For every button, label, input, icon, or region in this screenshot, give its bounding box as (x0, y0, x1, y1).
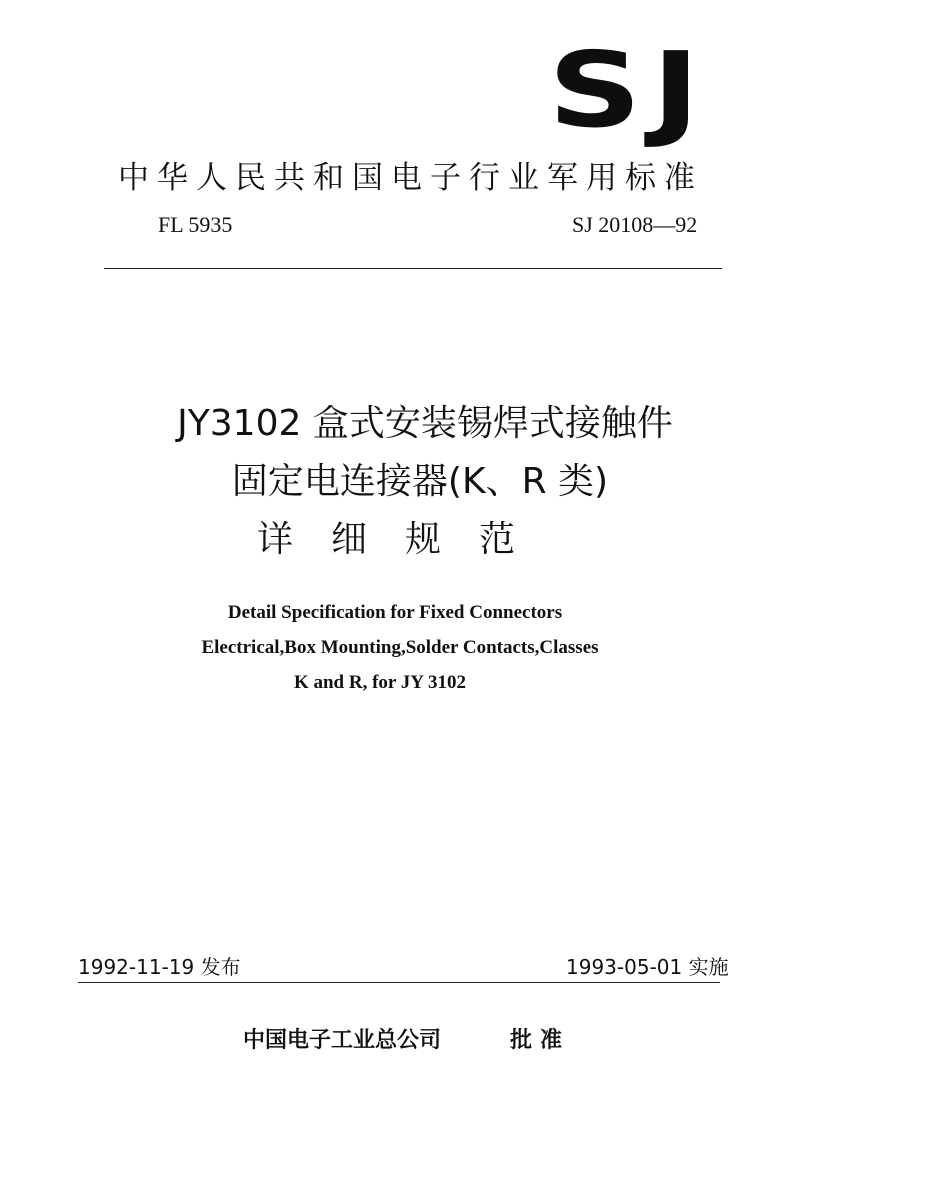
standard-title: 中华人民共和国电子行业军用标准 (118, 160, 703, 196)
title-en-line2: Electrical,Box Mounting,Solder Contacts,Classes (201, 637, 599, 658)
title-cn-line3: 详细规范 (256, 519, 553, 560)
fl-code: FL 5935 (158, 212, 233, 237)
footer-rule (78, 982, 720, 983)
sj-code: SJ 20108—92 (572, 212, 698, 237)
implement-date: 1993-05-01 实施 (566, 955, 729, 979)
title-en-line3: K and R, for JY 3102 (293, 672, 467, 693)
title-en-line1: Detail Specification for Fixed Connectors (227, 602, 563, 623)
header-rule (104, 268, 722, 269)
title-cn-line2: 固定电连接器(K、R 类) (231, 461, 609, 502)
title-cn-line1: JY3102 盒式安装锡焊式接触件 (177, 403, 673, 444)
approve-label: 批准 (510, 1028, 571, 1053)
issue-date: 1992-11-19 发布 (78, 955, 241, 979)
approver: 中国电子工业总公司 (243, 1028, 442, 1053)
sj-logo: SJ (548, 29, 711, 151)
